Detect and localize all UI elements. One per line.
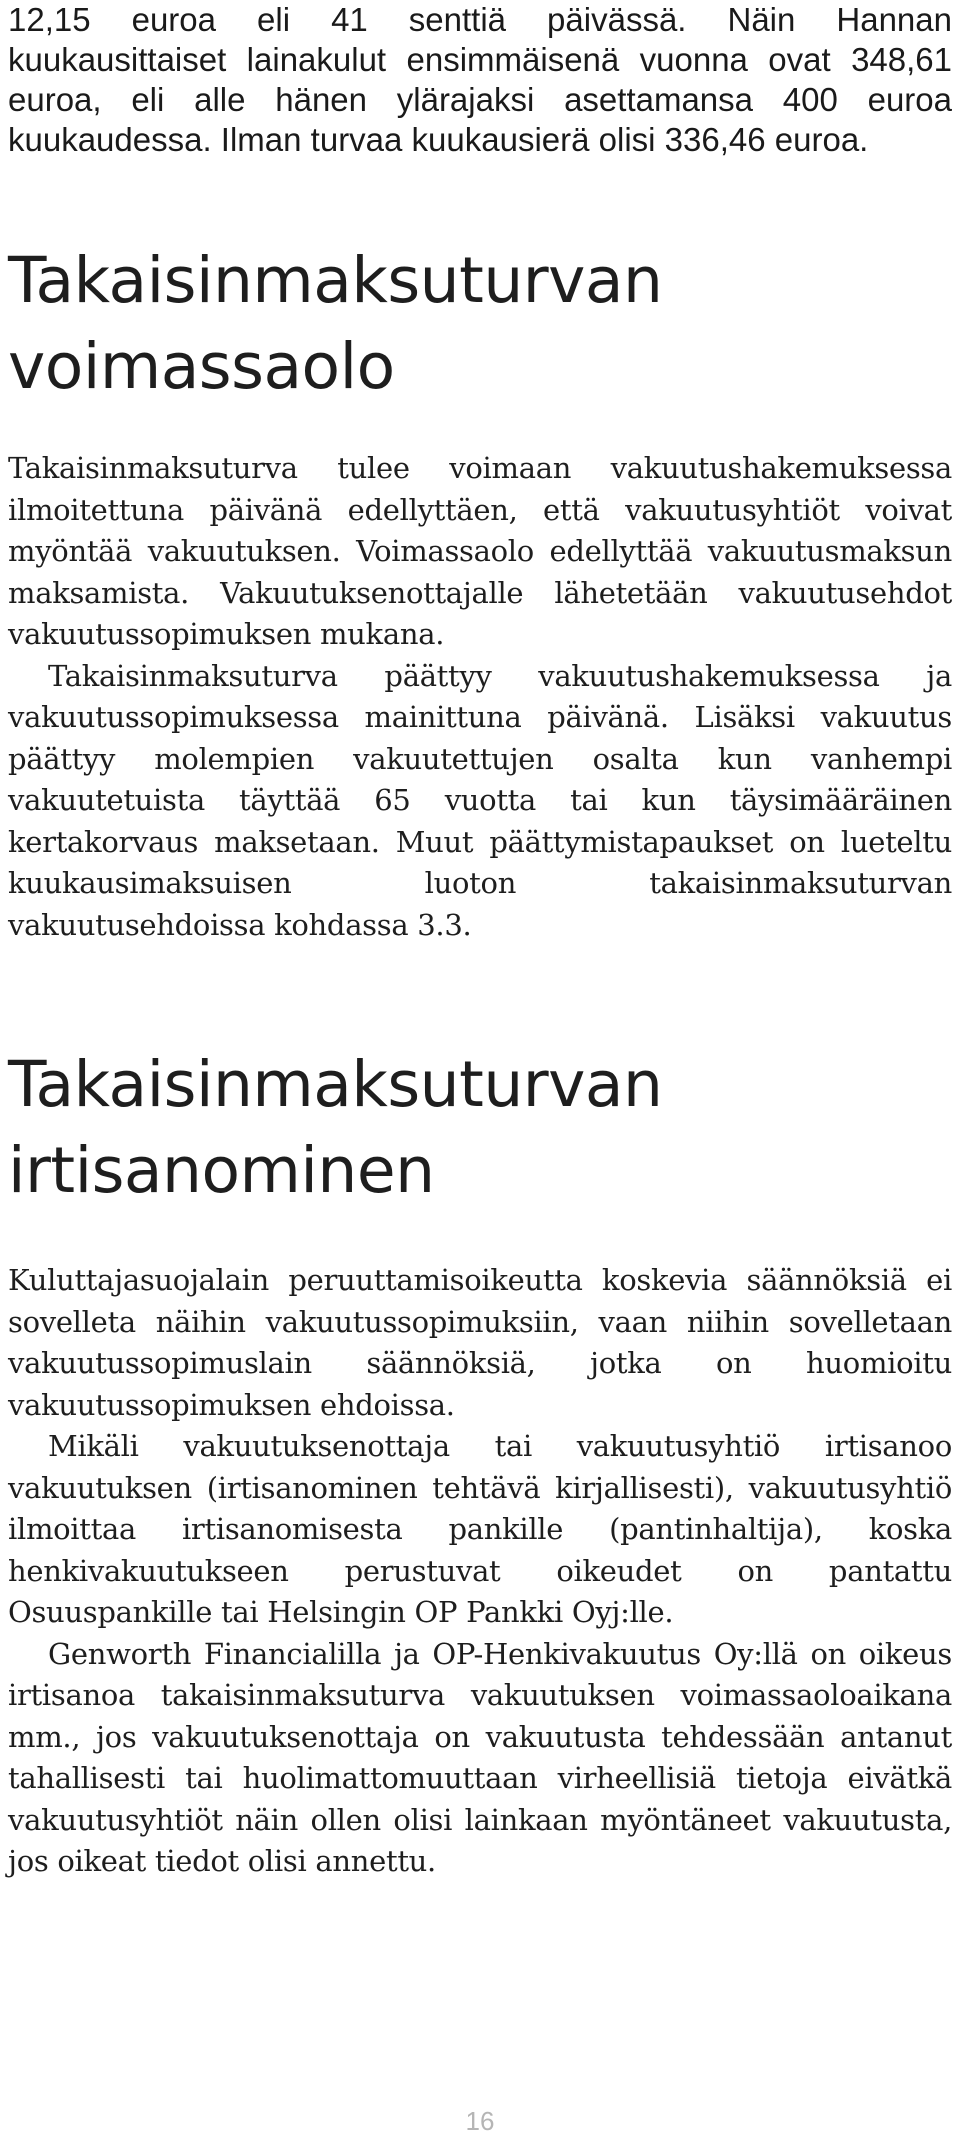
heading-line: Takaisinmaksuturvan: [8, 244, 663, 317]
heading-line: irtisanominen: [8, 1134, 435, 1207]
intro-paragraph: 12,15 euroa eli 41 senttiä päivässä. Näin Hannan kuukausittaiset lainakulut ensimmäisenä vuonna ovat 348,61 euroa, eli alle hänen ylärajaksi asettamansa 400 euroa kuukaudessa. Ilman turvaa kuukausierä olisi 336,46 euroa.: [8, 1, 952, 158]
section-body-voimassaolo: [8, 448, 952, 946]
body-paragraph: Kuluttajasuojalain peruuttamisoikeutta koskevia säännöksiä ei sovelleta näihin vakuutussopimuksiin, vaan niihin sovelletaan vakuutussopimuslain säännöksiä, jotka on huomioitu vakuutussopimuksen ehdoissa.: [8, 1263, 952, 1422]
body-paragraph: Genworth Financialilla ja OP-Henkivakuutus Oy:llä on oikeus irtisanoa takaisinmaksuturva vakuutuksen voimassaoloaikana mm., jos vakuutuksenottaja on vakuutusta tehdessään antanut tahallisesti tai huolimattomuuttaan virheellisiä tietoja eivätkä vakuutusyhtiöt näin ollen olisi lainkaan myöntäneet vakuutusta, jos oikeat tiedot olisi annettu.: [8, 1636, 952, 1878]
section-heading-voimassaolo: [8, 238, 952, 410]
section-body-irtisanominen: [8, 1260, 952, 1883]
body-paragraph: Takaisinmaksuturva tulee voimaan vakuutushakemuksessa ilmoitettuna päivänä edellyttäen, että vakuutusyhtiöt voivat myöntää vakuutuksen. Voimassaolo edellyttää vakuutusmaksun maksamista. Vakuutuksenottajalle lähetetään vakuutusehdot vakuutussopimuksen mukana.: [8, 451, 952, 651]
page-number: 16: [465, 2106, 495, 2136]
heading-line: Takaisinmaksuturvan: [8, 1048, 663, 1121]
body-paragraph: Mikäli vakuutuksenottaja tai vakuutusyhtiö irtisanoo vakuutuksen (irtisanominen tehtävä kirjallisesti), vakuutusyhtiö ilmoittaa irtisanomisesta pankille (pantinhaltija), koska henkivakuutukseen perustuvat oikeudet on pantattu Osuuspankille tai Helsingin OP Pankki Oyj:lle.: [8, 1429, 952, 1629]
section-heading-irtisanominen: [8, 1042, 952, 1214]
body-paragraph: Takaisinmaksuturva päättyy vakuutushakemuksessa ja vakuutussopimuksessa mainittuna päivänä. Lisäksi vakuutus päättyy molempien vakuutettujen osalta kun vanhempi vakuutetuista täyttää 65 vuotta tai kun täysimääräinen kertakorvaus maksetaan. Muut päättymistapaukset on lueteltu kuukausimaksuisen luoton takaisinmaksuturvan vakuutusehdoissa kohdassa 3.3.: [8, 658, 952, 942]
heading-line: voimassaolo: [8, 330, 395, 403]
